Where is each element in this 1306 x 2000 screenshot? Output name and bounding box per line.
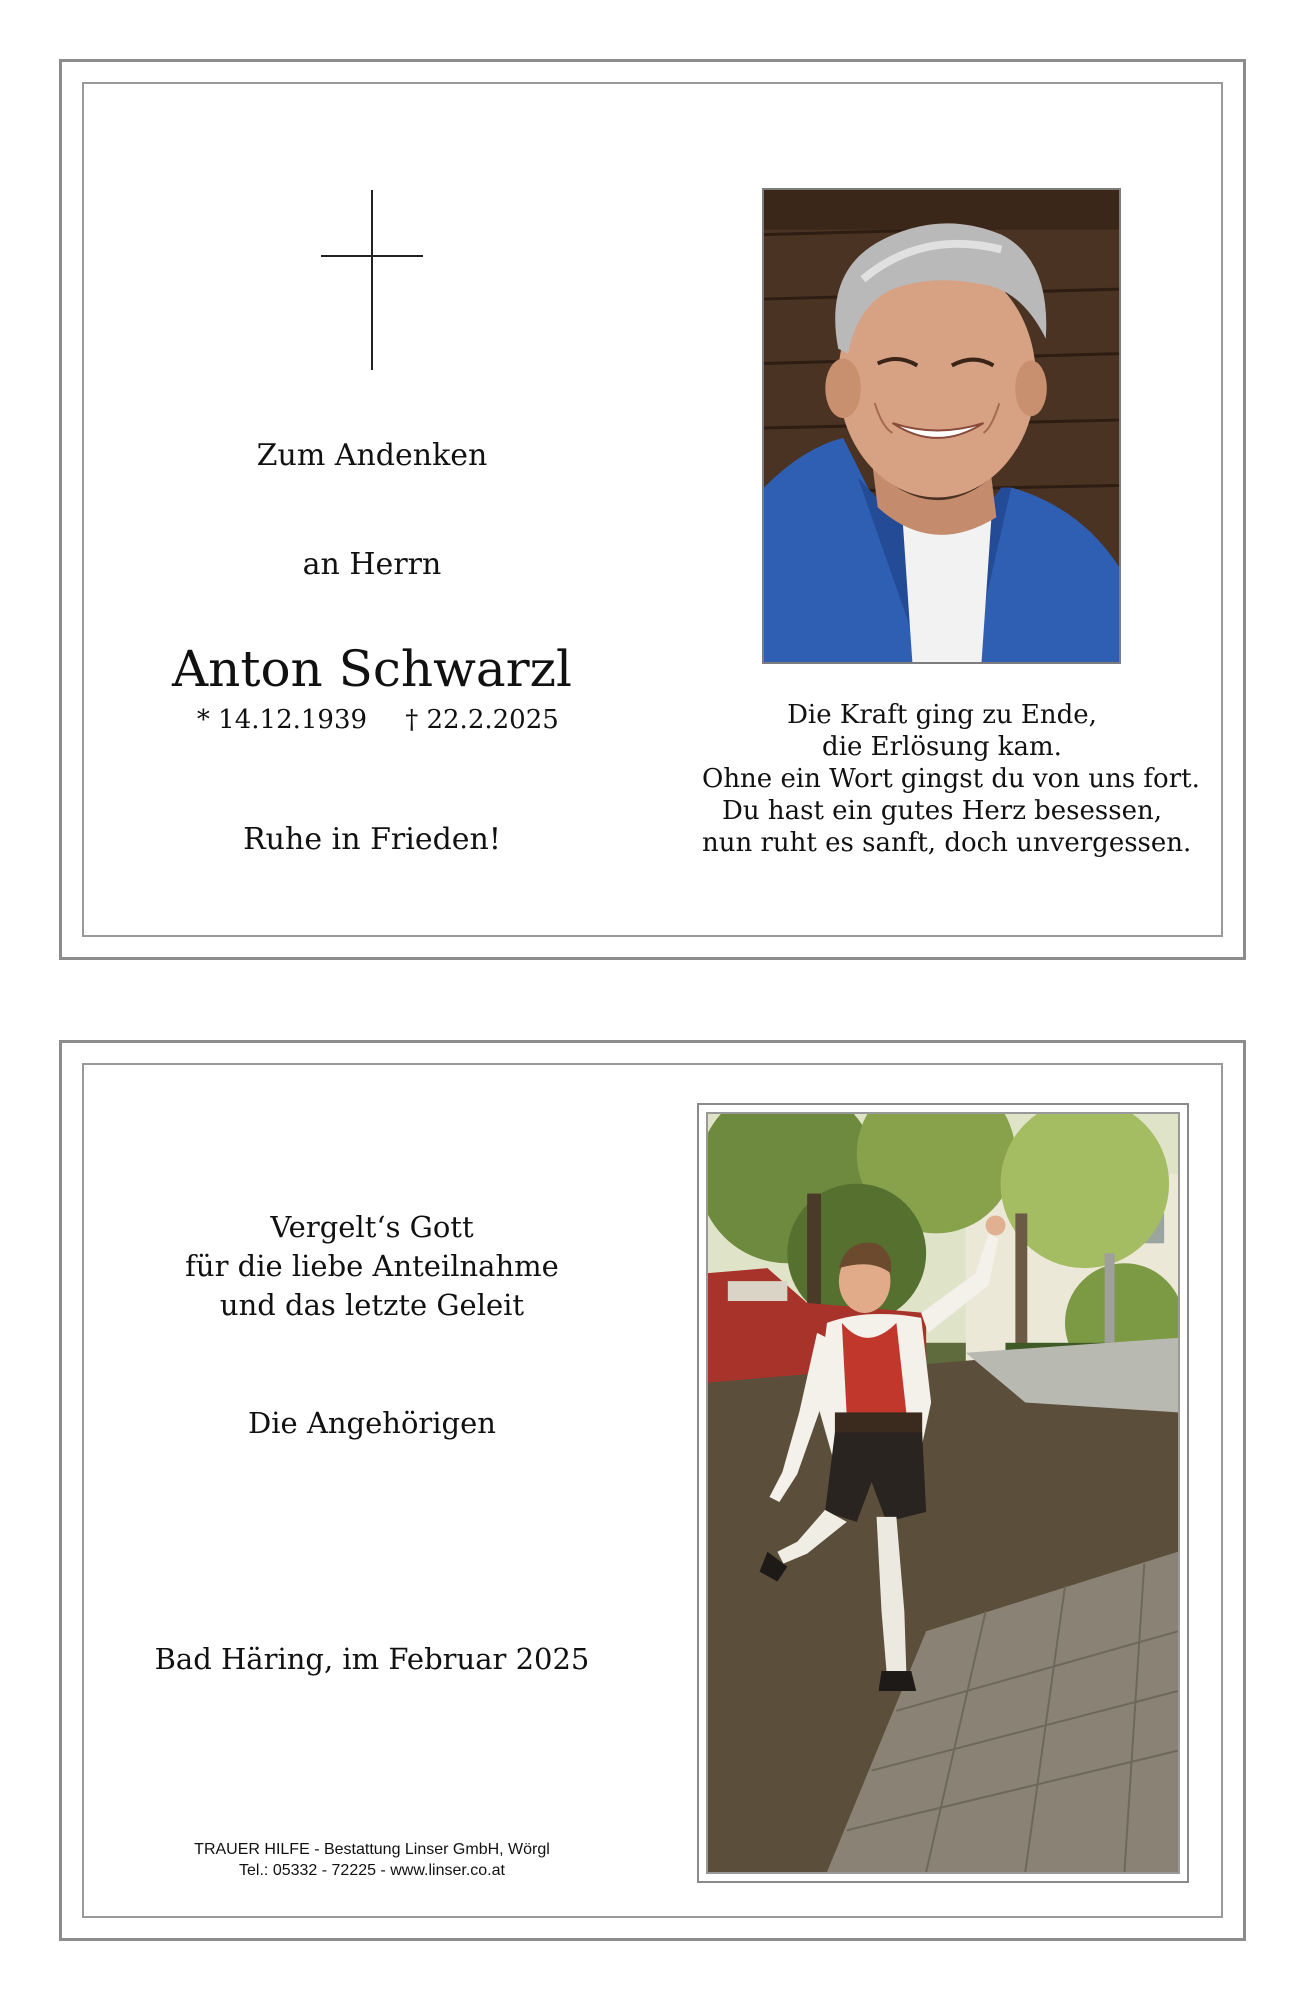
memorial-card-back <box>59 1040 1246 1941</box>
poem-line: Die Kraft ging zu Ende, <box>787 700 1097 730</box>
poem-line: nun ruht es sanft, doch unvergessen. <box>702 828 1192 858</box>
dancing-photo <box>706 1112 1180 1874</box>
deceased-name: Anton Schwarzl <box>172 640 572 698</box>
poem-line: die Erlösung kam. <box>822 732 1062 762</box>
thanks-line: Vergelt‘s Gott <box>270 1210 474 1244</box>
funeral-home-info <box>122 1839 622 1881</box>
funeral-home-line: Tel.: 05332 - 72225 - www.linser.co.at <box>239 1862 505 1879</box>
portrait-photo <box>762 188 1121 664</box>
poem-line: Du hast ein gutes Herz besessen, <box>722 796 1162 826</box>
cross-icon <box>321 190 423 370</box>
signature: Die Angehörigen <box>248 1406 496 1440</box>
poem <box>702 699 1200 859</box>
salutation: an Herrn <box>302 547 442 582</box>
death-date: † 22.2.2025 <box>405 705 559 735</box>
funeral-home-line: TRAUER HILFE - Bestattung Linser GmbH, Wörgl <box>194 1841 550 1858</box>
heading: Zum Andenken <box>256 438 488 473</box>
photo-frame <box>697 1103 1189 1883</box>
place-date: Bad Häring, im Februar 2025 <box>154 1642 590 1676</box>
thanks-line: und das letzte Geleit <box>219 1288 525 1322</box>
birth-date: * 14.12.1939 <box>196 705 368 735</box>
poem-line: Ohne ein Wort gingst du von uns fort. <box>702 764 1200 794</box>
memorial-card-front <box>59 59 1246 960</box>
thanks-line: für die liebe Anteilnahme <box>185 1249 559 1283</box>
farewell: Ruhe in Frieden! <box>243 822 501 857</box>
thanks-text <box>172 1208 572 1325</box>
